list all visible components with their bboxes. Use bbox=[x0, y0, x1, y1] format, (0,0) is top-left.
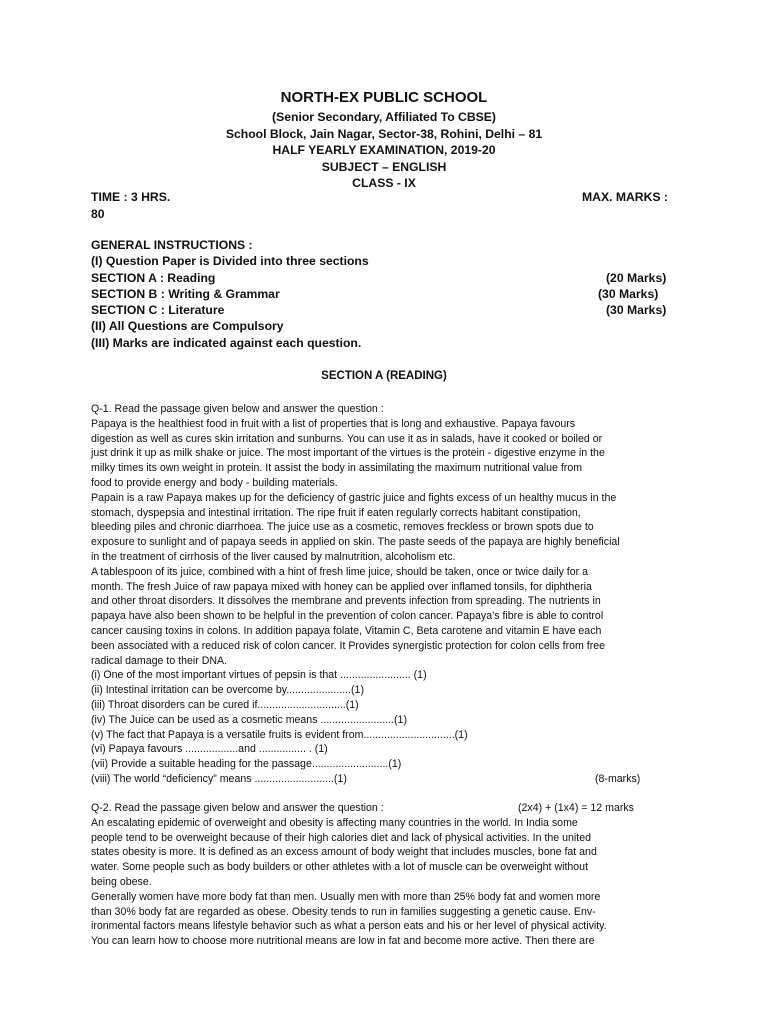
section-c-marks: (30 Marks) bbox=[606, 303, 667, 318]
q1-line: radical damage to their DNA. bbox=[91, 654, 228, 667]
q2-line: An escalating epidemic of overweight and obesity is affecting many countries in the world. In India some bbox=[91, 816, 578, 829]
q1-line: Papain is a raw Papaya makes up for the deficiency of gastric juice and fights excess of un healthy mucus in the bbox=[91, 491, 617, 504]
q1-line: Papaya is the healthiest food in fruit with a list of properties that is long and exhaustive. Papaya favours bbox=[91, 417, 576, 430]
q2-line: water. Some people such as body builders or other athletes with a lot of muscle can be overweight without bbox=[91, 861, 589, 874]
time-marks-row bbox=[91, 189, 671, 222]
q1-subquestion: (viii) The world “deficiency” means ...........................(1) bbox=[91, 772, 347, 785]
q1-line: food to provide energy and body - building materials. bbox=[91, 476, 338, 489]
q1-line: papaya have also been shown to be helpful in the prevention of colon cancer. Papaya’s fibre is able to control bbox=[91, 610, 604, 623]
instructions-title: GENERAL INSTRUCTIONS : bbox=[91, 238, 253, 252]
section-a-marks: (20 Marks) bbox=[606, 270, 667, 285]
q1-subquestion: (v) The fact that Papaya is a versatile fruits is evident from...............................(1) bbox=[91, 728, 468, 741]
q1-line: digestion as well as cures skin irritation and sunburns. You can use it as in salads, have it cooked or boiled or bbox=[91, 432, 603, 445]
q2-line: You can learn how to choose more nutritional means are low in fat and become more active. Then there are bbox=[91, 935, 595, 948]
q1-line: cancer causing toxins in colons. In addition papaya folate, Vitamin C, Beta carotene and vitamin E have each bbox=[91, 624, 602, 637]
instruction-compulsory: (II) All Questions are Compulsory bbox=[91, 319, 284, 334]
q2-line: than 30% body fat are regarded as obese. Obesity tends to run in families suggesting a genetic cause. Env- bbox=[91, 905, 596, 918]
q1-line: bleeding piles and chronic diarrhoea. The juice use as a cosmetic, removes freckless or brown spots due to bbox=[91, 521, 594, 534]
section-b-label: SECTION B : Writing & Grammar bbox=[91, 286, 280, 301]
paper-header bbox=[0, 88, 768, 192]
section-a-label: SECTION A : Reading bbox=[91, 270, 216, 285]
section-b-marks: (30 Marks) bbox=[598, 286, 659, 301]
q1-subquestion: (iv) The Juice can be used as a cosmetic means .........................(1) bbox=[91, 713, 407, 726]
q2-line: ironmental factors means lifestyle behavior such as what a person eats and his or her level of physical activity. bbox=[91, 920, 607, 933]
section-c-row bbox=[91, 302, 673, 318]
section-a-heading: SECTION A (READING) bbox=[321, 370, 447, 382]
q1-line: stomach, dyspepsia and intestinal irritation. The ripe fruit if eaten regularly corrects habitant constipation, bbox=[91, 506, 581, 519]
q1-line: in the treatment of cirrhosis of the liver caused by malnutrition, alcoholism etc. bbox=[91, 550, 456, 563]
q1-line: just drink it up as milk shake or juice. The most important of the virtues is the protein - digestive enzyme in the bbox=[91, 447, 605, 460]
time-label: TIME : 3 HRS. bbox=[91, 190, 171, 204]
q1-line: exposure to sunlight and of papaya seeds in applied on skin. The paste seeds of the papaya are highly beneficial bbox=[91, 536, 620, 549]
q2-marks: (2x4) + (1x4) = 12 marks bbox=[518, 802, 634, 814]
class-line: CLASS - IX bbox=[352, 176, 416, 190]
section-b-row bbox=[91, 286, 673, 302]
school-address: School Block, Jain Nagar, Sector-38, Rohini, Delhi – 81 bbox=[225, 126, 543, 141]
section-c-label: SECTION C : Literature bbox=[91, 303, 225, 318]
general-instructions bbox=[91, 237, 673, 351]
q2-line: being obese. bbox=[91, 875, 152, 888]
q2-line: people tend to be overweight because of their high calories diet and lack of physical activities. In the united bbox=[91, 831, 591, 844]
max-marks-value: 80 bbox=[91, 206, 105, 221]
instruction-sections: (I) Question Paper is Divided into three sections bbox=[91, 254, 369, 269]
q1-line: been associated with a reduced risk of colon cancer. It Provides synergistic protection for colon cells from free bbox=[91, 639, 606, 652]
question-1 bbox=[91, 402, 681, 787]
q1-subquestion: (i) One of the most important virtues of pepsin is that ........................ (1) bbox=[91, 669, 427, 682]
q1-line: milky times its own weight in protein. It assist the body in assimilating the maximum nutritional value from bbox=[91, 462, 583, 475]
q2-title-row bbox=[91, 801, 681, 816]
q1-line: and other throat disorders. It dissolves the membrane and prevents infection from spreading. The nutrients in bbox=[91, 595, 601, 608]
max-marks-label: MAX. MARKS : bbox=[582, 190, 668, 204]
q2-line: Generally women have more body fat than men. Usually men with more than 25% body fat and women more bbox=[91, 890, 601, 903]
question-2 bbox=[91, 801, 681, 949]
q1-subquestion: (iii) Throat disorders can be cured if..............................(1) bbox=[91, 698, 359, 711]
q2-line: states obesity is more. It is defined as an excess amount of body weight that includes muscles, bone fat and bbox=[91, 846, 597, 859]
q1-line: A tablespoon of its juice, combined with a hint of fresh lime juice, should be taken, once or twice daily for a bbox=[91, 565, 589, 578]
q1-line: month. The fresh Juice of raw papaya mixed with honey can be applied over inflamed tonsils, for diphtheria bbox=[91, 580, 592, 593]
q1-last-row bbox=[91, 772, 681, 787]
q1-subquestion: (vii) Provide a suitable heading for the passage..........................(1) bbox=[91, 758, 402, 771]
section-a-row bbox=[91, 270, 673, 286]
school-name: NORTH-EX PUBLIC SCHOOL bbox=[280, 89, 488, 106]
q1-subquestion: (vi) Papaya favours ..................and ................ . (1) bbox=[91, 743, 328, 756]
instruction-marks: (III) Marks are indicated against each question. bbox=[91, 335, 362, 350]
q2-title: Q-2. Read the passage given below and answer the question : bbox=[91, 802, 384, 814]
subject-line: SUBJECT – ENGLISH bbox=[321, 159, 447, 174]
affiliation: (Senior Secondary, Affiliated To CBSE) bbox=[272, 110, 496, 124]
q1-subquestion: (ii) Intestinal irritation can be overcome by......................(1) bbox=[91, 684, 364, 697]
q1-total-marks: (8-marks) bbox=[595, 772, 641, 785]
q1-line: Q-1. Read the passage given below and answer the question : bbox=[91, 403, 384, 415]
exam-title: HALF YEARLY EXAMINATION, 2019-20 bbox=[272, 143, 496, 157]
